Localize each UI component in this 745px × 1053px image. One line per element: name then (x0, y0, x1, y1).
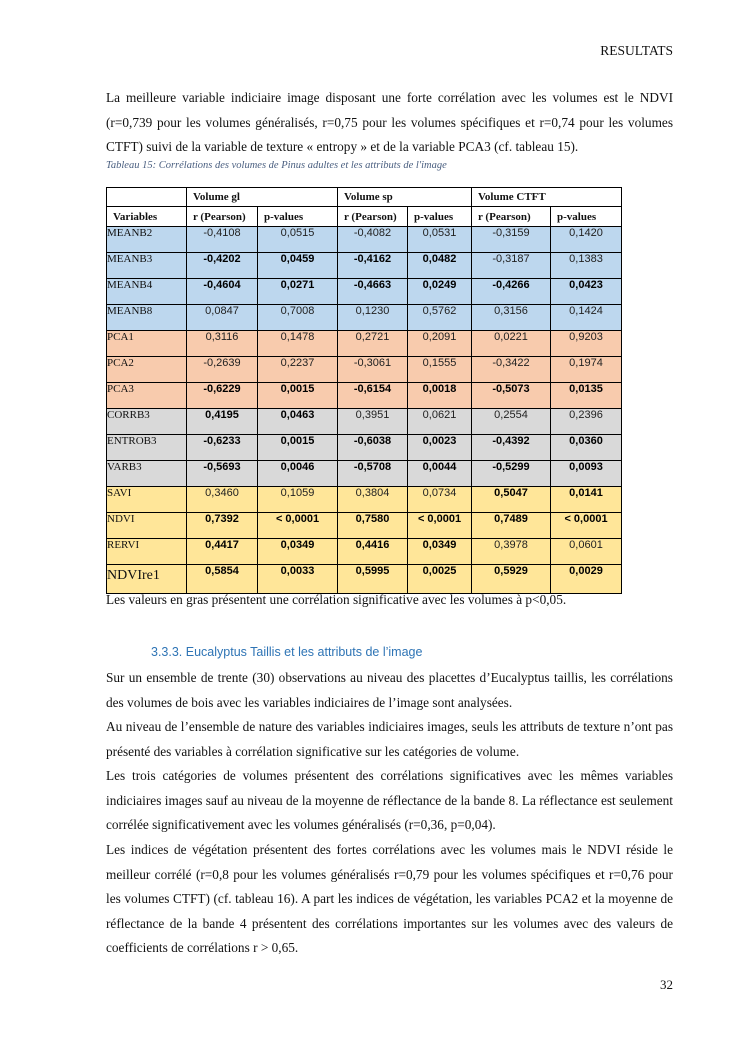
p-value-cell: 0,2396 (551, 409, 622, 435)
variable-cell: MEANB8 (107, 305, 187, 331)
table-row (107, 487, 622, 513)
p-value-cell: 0,0015 (258, 435, 338, 461)
sub-header: p-values (258, 207, 338, 227)
r-pearson-cell: 0,3460 (187, 487, 258, 513)
section-paragraph: Les indices de végétation présentent des fortes corrélations avec les volumes mais le NDVI réside le meilleur corrélé (r=0,8 pour les volumes généralisés r=0,79 pour les volumes spécifiques et r=0,76 pour les volumes CTFT) (cf. tableau 16). A part les indices de végétation, les variables PCA2 et la moyenne de réflectance de la bande 4 présentent des corrélations importantes sur les volumes avec des valeurs de coefficients de corrélations r > 0,65. (106, 842, 673, 956)
p-value-cell: 0,0141 (551, 487, 622, 513)
r-pearson-cell: -0,5073 (472, 383, 551, 409)
p-value-cell: 0,0023 (408, 435, 472, 461)
table-row (107, 227, 622, 253)
p-value-cell: 0,1383 (551, 253, 622, 279)
group-header-volume-ctft: Volume CTFT (472, 188, 622, 207)
table-row (107, 461, 622, 487)
table-row (107, 435, 622, 461)
p-value-cell: 0,0271 (258, 279, 338, 305)
p-value-cell: 0,2091 (408, 331, 472, 357)
p-value-cell: 0,1059 (258, 487, 338, 513)
table-row (107, 279, 622, 305)
r-pearson-cell: 0,7489 (472, 513, 551, 539)
section-paragraph: Au niveau de l’ensemble de nature des variables indiciaires images, seuls les attributs de texture n’ont pas présenté des variables à corrélation significative sur les catégories de volume. (106, 719, 673, 759)
r-pearson-cell: 0,5995 (338, 565, 408, 594)
r-pearson-cell: -0,4266 (472, 279, 551, 305)
p-value-cell: 0,7008 (258, 305, 338, 331)
r-pearson-cell: 0,0847 (187, 305, 258, 331)
variable-cell: PCA1 (107, 331, 187, 357)
p-value-cell: 0,9203 (551, 331, 622, 357)
p-value-cell: < 0,0001 (258, 513, 338, 539)
table-row (107, 409, 622, 435)
r-pearson-cell: 0,7580 (338, 513, 408, 539)
variable-cell: NDVIre1 (107, 565, 187, 594)
table-row (107, 253, 622, 279)
r-pearson-cell: 0,3116 (187, 331, 258, 357)
p-value-cell: 0,0033 (258, 565, 338, 594)
r-pearson-cell: -0,6233 (187, 435, 258, 461)
r-pearson-cell: 0,2721 (338, 331, 408, 357)
variable-cell: ENTROB3 (107, 435, 187, 461)
p-value-cell: 0,0621 (408, 409, 472, 435)
p-value-cell: 0,0360 (551, 435, 622, 461)
r-pearson-cell: 0,3951 (338, 409, 408, 435)
table-group-header-row (107, 188, 622, 207)
p-value-cell: < 0,0001 (551, 513, 622, 539)
p-value-cell: 0,0046 (258, 461, 338, 487)
r-pearson-cell: 0,0221 (472, 331, 551, 357)
table-row (107, 331, 622, 357)
r-pearson-cell: -0,6229 (187, 383, 258, 409)
r-pearson-cell: 0,3156 (472, 305, 551, 331)
intro-paragraph: La meilleure variable indiciaire image disposant une forte corrélation avec les volumes est le NDVI (r=0,739 pour les volumes généralisés, r=0,75 pour les volumes spécifiques et r=0,74 pour les volumes CTFT) suivi de la variable de texture « entropy » et de la variable PCA3 (cf. tableau 15). (106, 90, 673, 155)
correlation-table (106, 187, 622, 594)
r-pearson-cell: -0,4202 (187, 253, 258, 279)
r-pearson-cell: -0,3159 (472, 227, 551, 253)
p-value-cell: 0,0044 (408, 461, 472, 487)
r-pearson-cell: -0,2639 (187, 357, 258, 383)
p-value-cell: 0,1478 (258, 331, 338, 357)
variable-cell: NDVI (107, 513, 187, 539)
r-pearson-cell: -0,4108 (187, 227, 258, 253)
table-row (107, 513, 622, 539)
table-row (107, 383, 622, 409)
variable-cell: VARB3 (107, 461, 187, 487)
p-value-cell: 0,0018 (408, 383, 472, 409)
r-pearson-cell: 0,5854 (187, 565, 258, 594)
table-row (107, 357, 622, 383)
p-value-cell: 0,0349 (408, 539, 472, 565)
r-pearson-cell: 0,4417 (187, 539, 258, 565)
r-pearson-cell: -0,4162 (338, 253, 408, 279)
p-value-cell: 0,1420 (551, 227, 622, 253)
p-value-cell: 0,5762 (408, 305, 472, 331)
p-value-cell: < 0,0001 (408, 513, 472, 539)
p-value-cell: 0,2237 (258, 357, 338, 383)
r-pearson-cell: 0,3978 (472, 539, 551, 565)
p-value-cell: 0,0601 (551, 539, 622, 565)
table-row (107, 565, 622, 594)
r-pearson-cell: 0,5047 (472, 487, 551, 513)
r-pearson-cell: 0,5929 (472, 565, 551, 594)
p-value-cell: 0,1424 (551, 305, 622, 331)
r-pearson-cell: 0,2554 (472, 409, 551, 435)
r-pearson-cell: 0,3804 (338, 487, 408, 513)
p-value-cell: 0,0249 (408, 279, 472, 305)
group-header-volume-gl: Volume gl (187, 188, 338, 207)
variable-cell: SAVI (107, 487, 187, 513)
r-pearson-cell: 0,4416 (338, 539, 408, 565)
p-value-cell: 0,0423 (551, 279, 622, 305)
p-value-cell: 0,0135 (551, 383, 622, 409)
variable-cell: PCA3 (107, 383, 187, 409)
page-number: 32 (660, 977, 673, 992)
p-value-cell: 0,0734 (408, 487, 472, 513)
table-note: Les valeurs en gras présentent une corrélation significative avec les volumes à p<0,05. (106, 592, 567, 607)
table-sub-header-row (107, 207, 622, 227)
p-value-cell: 0,0463 (258, 409, 338, 435)
r-pearson-cell: 0,4195 (187, 409, 258, 435)
p-value-cell: 0,0349 (258, 539, 338, 565)
p-value-cell: 0,0029 (551, 565, 622, 594)
variable-cell: PCA2 (107, 357, 187, 383)
r-pearson-cell: -0,4082 (338, 227, 408, 253)
p-value-cell: 0,0015 (258, 383, 338, 409)
r-pearson-cell: -0,6154 (338, 383, 408, 409)
r-pearson-cell: -0,3061 (338, 357, 408, 383)
r-pearson-cell: -0,6038 (338, 435, 408, 461)
variable-cell: MEANB3 (107, 253, 187, 279)
sub-header: r (Pearson) (472, 207, 551, 227)
p-value-cell: 0,0515 (258, 227, 338, 253)
r-pearson-cell: -0,4392 (472, 435, 551, 461)
p-value-cell: 0,1555 (408, 357, 472, 383)
p-value-cell: 0,1974 (551, 357, 622, 383)
sub-header: r (Pearson) (187, 207, 258, 227)
p-value-cell: 0,0531 (408, 227, 472, 253)
r-pearson-cell: -0,3422 (472, 357, 551, 383)
variable-cell: RERVI (107, 539, 187, 565)
sub-header: r (Pearson) (338, 207, 408, 227)
p-value-cell: 0,0025 (408, 565, 472, 594)
variable-cell: CORRB3 (107, 409, 187, 435)
r-pearson-cell: -0,4604 (187, 279, 258, 305)
table-caption: Tableau 15: Corrélations des volumes de Pinus adultes et les attributs de l'image (106, 160, 447, 171)
r-pearson-cell: -0,5299 (472, 461, 551, 487)
r-pearson-cell: 0,7392 (187, 513, 258, 539)
group-header-volume-sp: Volume sp (338, 188, 472, 207)
section-paragraph: Les trois catégories de volumes présentent des corrélations significatives avec les mêmes variables indiciaires images sauf au niveau de la moyenne de réflectance de la bande 8. La réflectance est seulement corrélée significativement avec les volumes généralisés (r=0,36, p=0,04). (106, 768, 673, 833)
p-value-cell: 0,0459 (258, 253, 338, 279)
p-value-cell: 0,0482 (408, 253, 472, 279)
section-heading: 3.3.3. Eucalyptus Taillis et les attributs de l’image (151, 645, 423, 659)
p-value-cell: 0,0093 (551, 461, 622, 487)
table-row (107, 539, 622, 565)
r-pearson-cell: -0,5708 (338, 461, 408, 487)
r-pearson-cell: 0,1230 (338, 305, 408, 331)
sub-header: p-values (408, 207, 472, 227)
running-header: RESULTATS (600, 43, 673, 58)
r-pearson-cell: -0,5693 (187, 461, 258, 487)
variables-header: Variables (107, 207, 187, 227)
variable-cell: MEANB4 (107, 279, 187, 305)
r-pearson-cell: -0,3187 (472, 253, 551, 279)
variable-cell: MEANB2 (107, 227, 187, 253)
table-row (107, 305, 622, 331)
section-paragraph: Sur un ensemble de trente (30) observations au niveau des placettes d’Eucalyptus taillis, les corrélations des volumes de bois avec les variables indiciaires de l’image sont analysées. (106, 670, 673, 710)
r-pearson-cell: -0,4663 (338, 279, 408, 305)
table-body (107, 227, 622, 594)
sub-header: p-values (551, 207, 622, 227)
empty-corner-cell (107, 188, 187, 207)
